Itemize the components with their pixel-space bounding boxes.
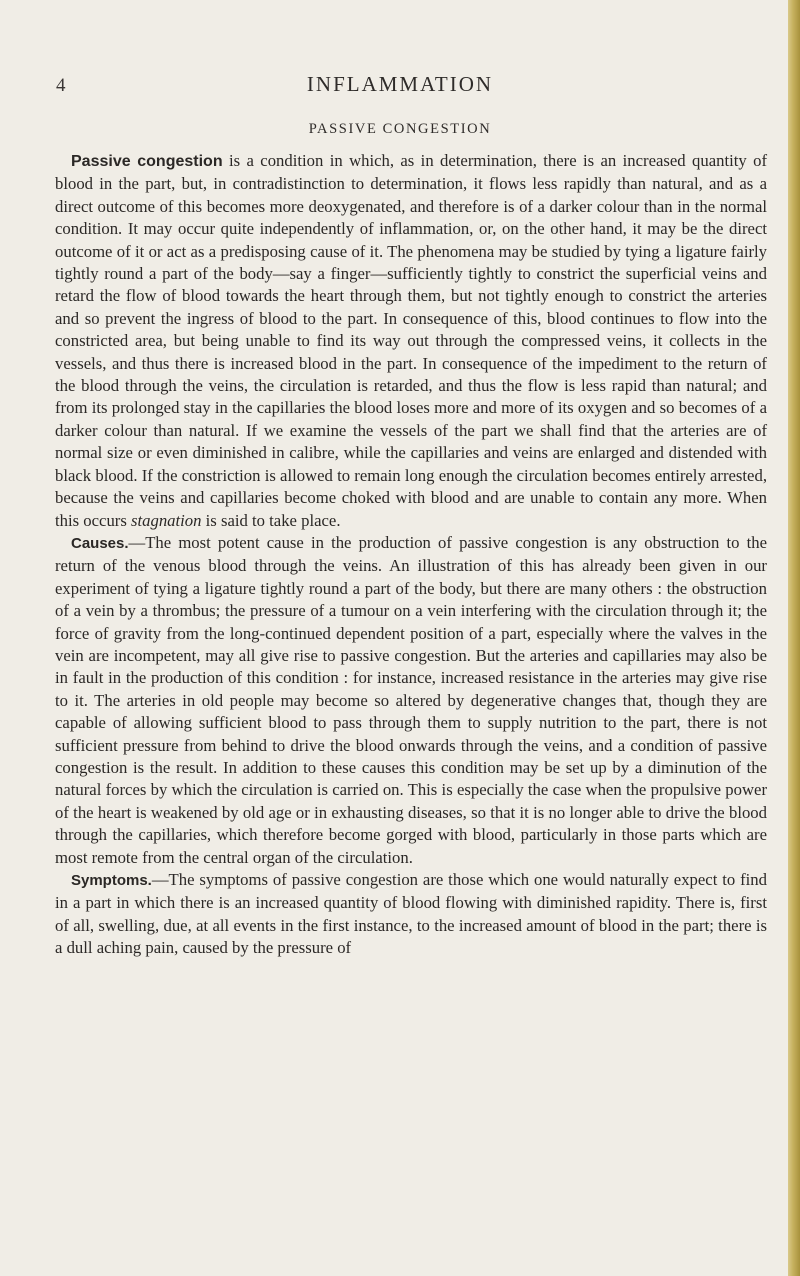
paragraph-text: —The most potent cause in the production of passive congestion is any obstruction to the return of the venous blood through the veins. An illustration of this has already been given in our experiment of tying a ligature tightly round a part of the body, but there are many others : the obstruction of a vein by a thrombus; the pressure of a tumour on a vein interfering with the circulation through it; the force of gravity from the long-continued dependent position of a part, especially where the valves in the vein are incompetent, may all give rise to passive congestion. But the arteries and capillaries may also be in fault in the production of this condition : for instance, increased resistance in the arteries may give rise to it. The arteries in old people may become so altered by degenerative changes that, though they are capable of allowing sufficient blood to pass through them to supply nutrition to the part, there is not sufficient pressure from behind to drive the blood onwards through the veins, and a condition of passive congestion is the result. In addition to these causes this condition may be set up by a diminution of the natural forces by which the circulation is carried on. This is especially the case when the propulsive power of the heart is weakened by old age or in exhausting diseases, so that it is no longer able to drive the blood through the capillaries, which therefore become gorged with blood, particularly in those parts which are most remote from the central organ of the circulation. (55, 532, 767, 867)
run-in-heading-passive-congestion: Passive congestion (71, 153, 223, 170)
paragraph-text: —The symptoms of passive congestion are those which one would naturally expect to find in a part in which there is an increased quantity of blood flowing with diminished rapidity. There is, first of all, swelling, due, at all events in the first instance, to the increased amount of blood in the part; there is a dull aching pain, caused by the pressure of (55, 870, 767, 958)
page-edge (788, 0, 800, 1276)
run-in-heading-causes: Causes. (71, 534, 129, 552)
run-in-heading-symptoms: Symptoms. (71, 872, 152, 889)
section-title: PASSIVE CONGESTION (308, 121, 492, 137)
paragraph-causes (55, 532, 767, 869)
emphasis-term: stagnation (131, 510, 202, 530)
paragraph-text: is said to take place. (201, 510, 341, 530)
paragraph-passive-congestion (55, 150, 767, 532)
page-number: 4 (56, 75, 66, 96)
paragraph-text: is a condition in which, as in determination, there is an increased quantity of blood in the part, but, in contradistinction to determination, it flows less rapidly than natural, and as a direct outcome of this becomes more deoxygenated, and therefore is of a darker colour than in the normal condition. It may occur quite independently of inflammation, or, on the other hand, it may be the direct outcome of it or act as a predisposing cause of it. The phenomena may be studied by tying a ligature fairly tightly round a part of the body—say a finger—sufficiently tightly to constrict the superficial veins and retard the flow of blood towards the heart through them, but not tightly enough to constrict the arteries and so prevent the ingress of blood to the part. In consequence of this, blood continues to flow into the constricted area, but being unable to find its way out through the compressed veins, it collects in the vessels, and thus there is increased blood in the part. In consequence of the impediment to the return of the blood through the veins, the circulation is retarded, and thus the flow is less rapid than natural; and from its prolonged stay in the capillaries the blood loses more and more of its oxygen and so becomes of a darker colour than natural. If we examine the vessels of the part we shall find that the arteries are of normal size or even diminished in calibre, while the capillaries and veins are enlarged and distended with black blood. If the constriction is allowed to remain long enough the circulation becomes entirely arrested, because the veins and capillaries become choked with blood and are unable to contain any more. When this occurs (55, 151, 768, 530)
running-head: INFLAMMATION (306, 72, 494, 96)
paragraph-symptoms (55, 869, 767, 960)
body-text (55, 150, 767, 960)
